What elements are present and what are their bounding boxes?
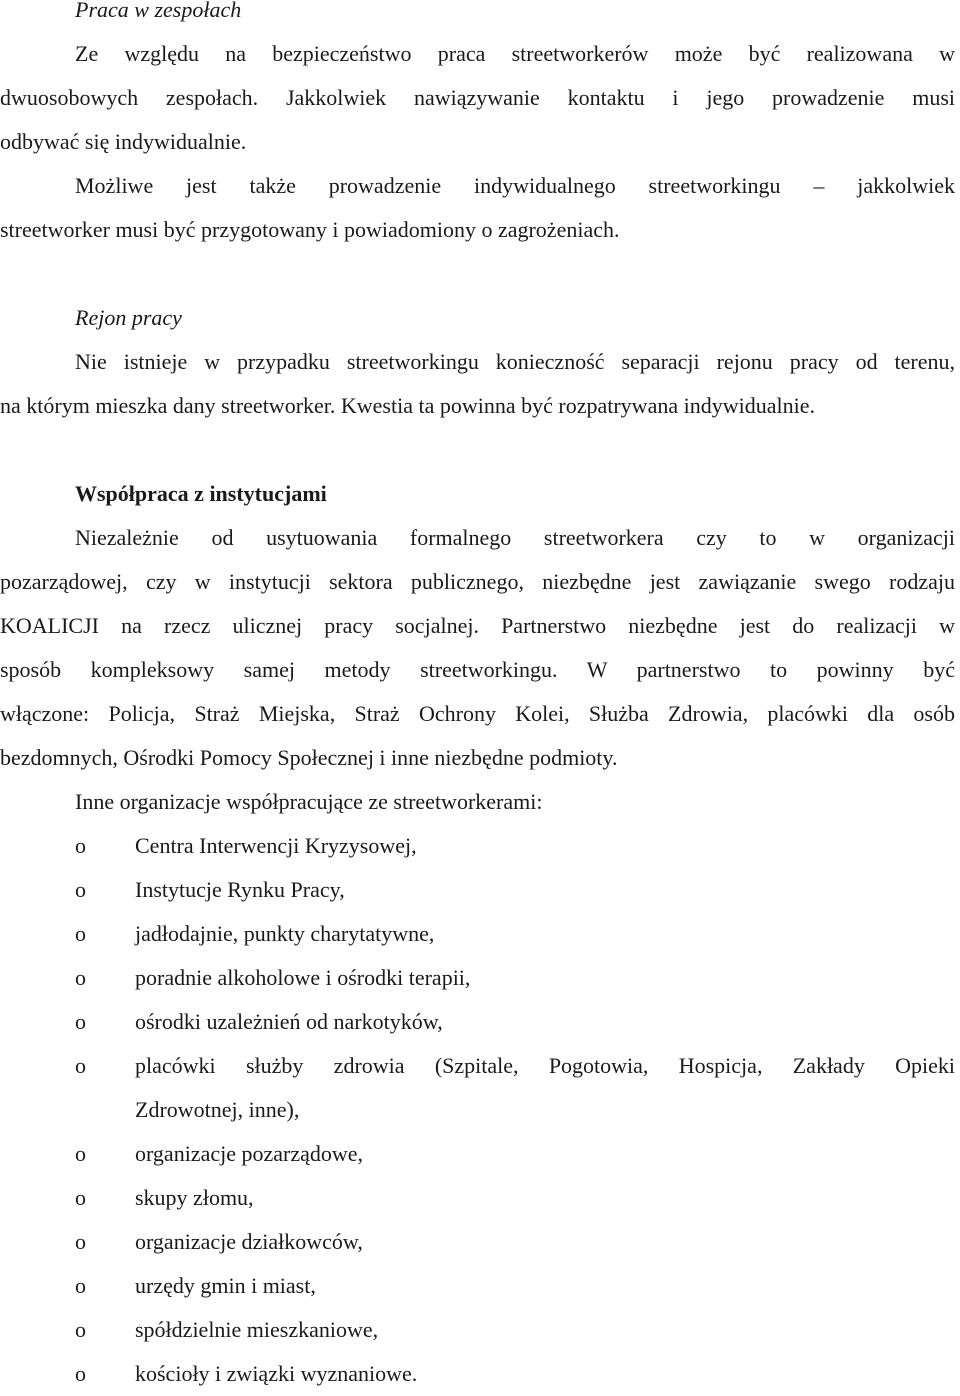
list-item: [0, 1308, 955, 1352]
section-heading-region: Rejon pracy: [75, 305, 182, 330]
list-bullet: o: [75, 1273, 86, 1298]
list-item-text: ośrodki uzależnień od narkotyków,: [135, 1009, 443, 1034]
list-bullet: o: [75, 1053, 86, 1078]
list-item-text: organizacje pozarządowe,: [135, 1141, 364, 1166]
list-intro: Inne organizacje współpracujące ze streetworkerami:: [75, 789, 543, 814]
paragraph-line: streetworker musi być przygotowany i powiadomiony o zagrożeniach.: [0, 217, 620, 242]
list-item: [0, 1264, 955, 1308]
spacer: [0, 428, 955, 472]
list-item: [0, 1132, 955, 1176]
list-item-text: urzędy gmin i miast,: [135, 1273, 316, 1298]
list-item: [0, 1044, 955, 1132]
paragraph-line: Możliwe jest także prowadzenie indywidualnego streetworkingu – jakkolwiek: [75, 173, 955, 198]
spacer: [0, 252, 955, 296]
paragraph-line: dwuosobowych zespołach. Jakkolwiek nawiązywanie kontaktu i jego prowadzenie musi: [0, 85, 955, 110]
paragraph-line: KOALICJI na rzecz ulicznej pracy socjalnej. Partnerstwo niezbędne jest do realizacji w: [0, 613, 955, 638]
list-item-text: poradnie alkoholowe i ośrodki terapii,: [135, 965, 471, 990]
list-item-text: placówki służby zdrowia (Szpitale, Pogotowia, Hospicja, Zakłady Opieki: [135, 1053, 955, 1078]
organizations-list: [0, 824, 955, 1396]
list-item: [0, 1220, 955, 1264]
list-bullet: o: [75, 1141, 86, 1166]
paragraph-line: odbywać się indywidualnie.: [0, 129, 247, 154]
paragraph-line: na którym mieszka dany streetworker. Kwestia ta powinna być rozpatrywana indywidualnie.: [0, 393, 815, 418]
paragraph-line: włączone: Policja, Straż Miejska, Straż Ochrony Kolei, Służba Zdrowia, placówki dla osób: [0, 701, 955, 726]
list-item-text: Instytucje Rynku Pracy,: [135, 877, 345, 902]
list-item-text: Centra Interwencji Kryzysowej,: [135, 833, 417, 858]
list-item: [0, 912, 955, 956]
list-bullet: o: [75, 1185, 86, 1210]
list-item: [0, 1000, 955, 1044]
list-item: [0, 956, 955, 1000]
list-item-text: kościoły i związki wyznaniowe.: [135, 1361, 418, 1386]
list-bullet: o: [75, 1361, 86, 1386]
list-item: [0, 1352, 955, 1396]
paragraph-line: bezdomnych, Ośrodki Pomocy Społecznej i inne niezbędne podmioty.: [0, 745, 618, 770]
list-bullet: o: [75, 965, 86, 990]
section-heading-cooperation: Współpraca z instytucjami: [75, 481, 327, 506]
paragraph-line: Ze względu na bezpieczeństwo praca streetworkerów może być realizowana w: [75, 41, 955, 66]
list-item-text: jadłodajnie, punkty charytatywne,: [135, 921, 435, 946]
list-item: [0, 1176, 955, 1220]
paragraph-line: sposób kompleksowy samej metody streetworkingu. W partnerstwo to powinny być: [0, 657, 955, 682]
list-bullet: o: [75, 877, 86, 902]
list-item: [0, 868, 955, 912]
list-item-text: skupy złomu,: [135, 1185, 254, 1210]
list-item-text: organizacje działkowców,: [135, 1229, 363, 1254]
list-bullet: o: [75, 833, 86, 858]
list-bullet: o: [75, 1009, 86, 1034]
list-item: [0, 824, 955, 868]
paragraph-line: Niezależnie od usytuowania formalnego streetworkera czy to w organizacji: [75, 525, 955, 550]
list-item-text: spółdzielnie mieszkaniowe,: [135, 1317, 379, 1342]
paragraph-line: pozarządowej, czy w instytucji sektora publicznego, niezbędne jest zawiązanie swego rodzaju: [0, 569, 955, 594]
list-bullet: o: [75, 1317, 86, 1342]
list-bullet: o: [75, 921, 86, 946]
paragraph-line: Nie istnieje w przypadku streetworkingu konieczność separacji rejonu pracy od terenu,: [75, 349, 955, 374]
section-heading-team: Praca w zespołach: [75, 0, 242, 22]
list-bullet: o: [75, 1229, 86, 1254]
list-item-text-continued: Zdrowotnej, inne),: [135, 1097, 300, 1122]
